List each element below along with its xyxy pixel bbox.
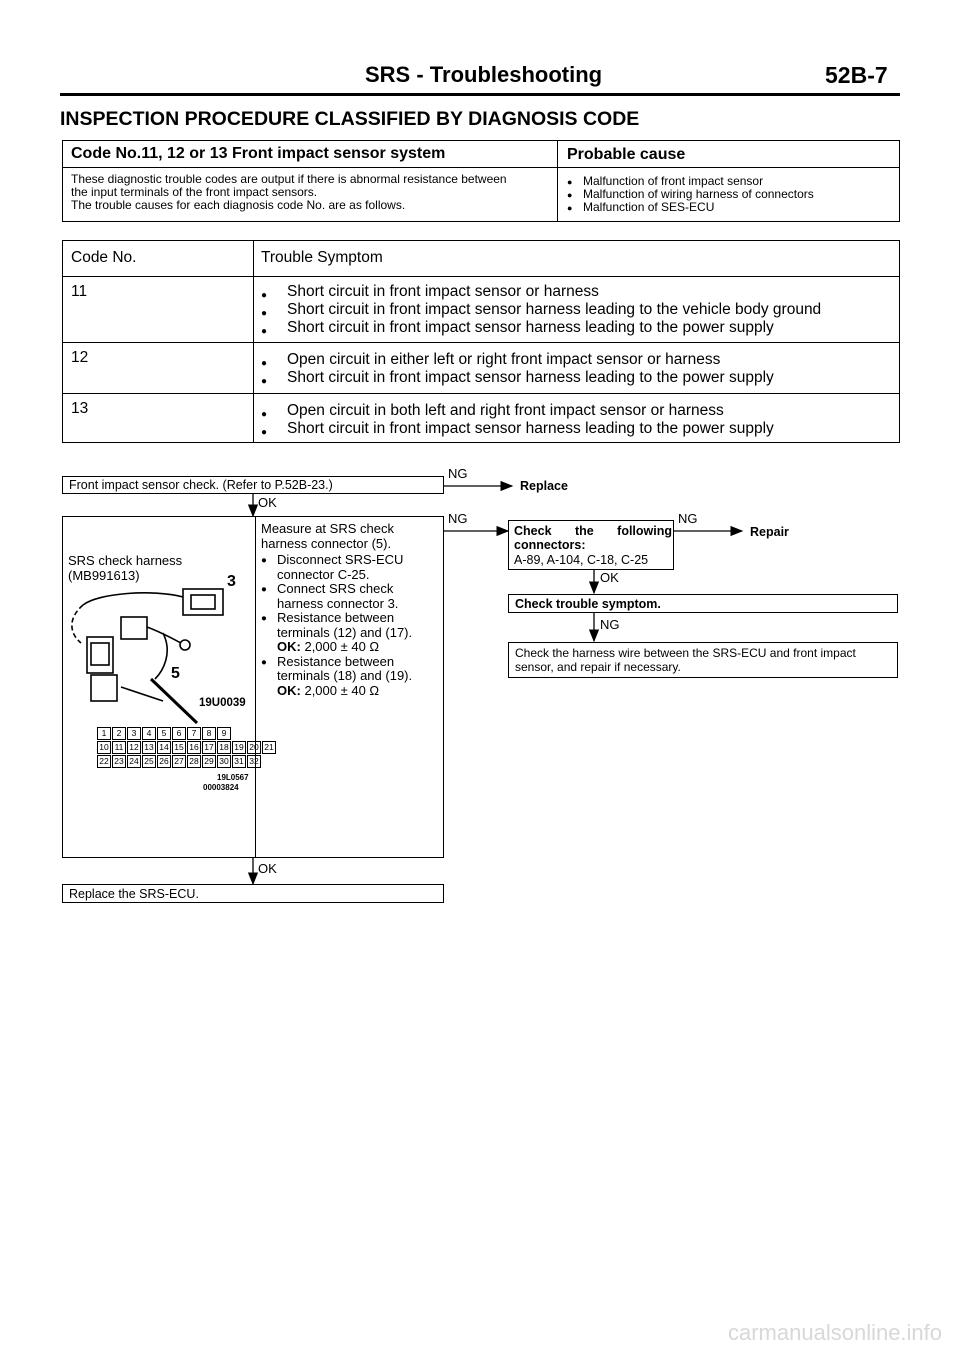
measure-item: ● Resistance between terminals (18) and (19). OK: 2,000 ± 40 Ω <box>261 655 441 699</box>
connector-pin: 17 <box>202 741 216 754</box>
measure-item: ● Resistance between terminals (12) and (17). OK: 2,000 ± 40 Ω <box>261 611 441 655</box>
intro-divider-h <box>63 167 899 168</box>
measure-title: Measure at SRS check harness connector (5). <box>261 521 394 551</box>
symptom-item: ● Short circuit in front impact sensor harness leading to the power supply <box>257 369 897 387</box>
figure-code3: 00003824 <box>203 783 239 792</box>
code-13: 13 <box>71 400 89 417</box>
symptoms-12 <box>257 351 897 387</box>
cause-item: ● Malfunction of wiring harness of connectors <box>567 188 814 201</box>
measure-ng-label: NG <box>448 511 468 526</box>
figure-harness-label: SRS check harness <box>68 553 183 568</box>
step-front-sensor-check: Front impact sensor check. (Refer to P.52B-23.) <box>62 476 444 494</box>
connector-pin: 20 <box>247 741 261 754</box>
measure-divider <box>255 517 256 857</box>
figure-label-3: 3 <box>227 573 236 590</box>
symptom-item: ● Short circuit in front impact sensor harness leading to the power supply <box>257 319 897 337</box>
intro-right-heading: Probable cause <box>567 146 686 163</box>
watermark: carmanualsonline.info <box>728 1320 943 1345</box>
step1-ok-label: OK <box>258 495 277 510</box>
connector-pin: 31 <box>232 755 246 768</box>
intro-table <box>62 140 900 222</box>
symptom-item: ● Open circuit in both left and right front impact sensor or harness <box>257 402 897 420</box>
connector-pin: 32 <box>247 755 261 768</box>
connectors-ng-result: Repair <box>750 525 789 539</box>
connector-pin: 30 <box>217 755 231 768</box>
connector-pin: 3 <box>127 727 141 740</box>
pin-row <box>97 755 259 768</box>
connector-pin: 26 <box>157 755 171 768</box>
step1-ng-result: Replace <box>520 479 568 493</box>
connectors-ng-label: NG <box>678 511 698 526</box>
connector-pin: 14 <box>157 741 171 754</box>
measure-item: ● Disconnect SRS-ECU connector C-25. <box>261 553 441 582</box>
connector-pin: 24 <box>127 755 141 768</box>
figure-code2: 19L0567 <box>217 773 249 782</box>
symptom-item: ● Short circuit in front impact sensor or harness <box>257 283 897 301</box>
step-replace-ecu: Replace the SRS-ECU. <box>62 884 444 903</box>
cause-item: ● Malfunction of front impact sensor <box>567 175 814 188</box>
page-number: 52B-7 <box>825 62 888 88</box>
page-header-title: SRS - Troubleshooting <box>365 62 603 87</box>
intro-causes <box>567 175 814 214</box>
connector-pin: 8 <box>202 727 216 740</box>
header-rule <box>60 93 900 96</box>
connector-pin: 5 <box>157 727 171 740</box>
symptom-item: ● Short circuit in front impact sensor harness leading to the vehicle body ground <box>257 301 897 319</box>
figure-label-5: 5 <box>171 665 180 682</box>
connector-pin: 27 <box>172 755 186 768</box>
connector-pin: 28 <box>187 755 201 768</box>
connector-pin: 25 <box>142 755 156 768</box>
connector-pin: 16 <box>187 741 201 754</box>
connector-pin: 7 <box>187 727 201 740</box>
col-symptom-header: Trouble Symptom <box>261 249 383 266</box>
cause-item: ● Malfunction of SES-ECU <box>567 201 814 214</box>
connector-pin: 10 <box>97 741 111 754</box>
step-check-symptom: Check trouble symptom. <box>508 594 898 613</box>
symptom-divider-h1 <box>63 276 899 277</box>
pin-row <box>97 741 274 754</box>
step-check-connectors: Check the following connectors: A-89, A-104, C-18, C-25 <box>508 520 674 570</box>
code-12: 12 <box>71 349 89 366</box>
pin-row <box>97 727 237 740</box>
symptoms-13 <box>257 402 897 438</box>
measure-items <box>261 553 441 698</box>
connector-pin: 21 <box>262 741 276 754</box>
figure-harness-part: (MB991613) <box>68 568 140 583</box>
symptoms-11 <box>257 283 897 337</box>
connector-pin: 12 <box>127 741 141 754</box>
symptom-table <box>62 240 900 443</box>
col-code-header: Code No. <box>71 249 137 266</box>
intro-divider-v <box>557 141 558 221</box>
intro-description: These diagnostic trouble codes are output if there is abnormal resistance between the input terminals of the front impact sensors. The trouble causes for each diagnosis code No. are as follows. <box>71 172 507 212</box>
symptom-divider-h3 <box>63 393 899 394</box>
connector-pin: 18 <box>217 741 231 754</box>
connector-pin: 15 <box>172 741 186 754</box>
label-5-pointer <box>141 677 201 727</box>
step-measure <box>62 516 444 858</box>
symptom-item: ● Short circuit in front impact sensor harness leading to the power supply <box>257 420 897 438</box>
connectors-ok-label: OK <box>600 570 619 585</box>
connector-pin: 9 <box>217 727 231 740</box>
symptom-ng-label: NG <box>600 617 620 632</box>
symptom-divider-h2 <box>63 342 899 343</box>
connector-pin: 29 <box>202 755 216 768</box>
connector-pin: 19 <box>232 741 246 754</box>
measure-ok-label: OK <box>258 861 277 876</box>
step-check-harness: Check the harness wire between the SRS-ECU and front impact sensor, and repair if necessary. <box>508 642 898 678</box>
step1-ng-label: NG <box>448 466 468 481</box>
connector-pin: 23 <box>112 755 126 768</box>
connector-pin-grid <box>97 727 274 768</box>
code-11: 11 <box>71 283 88 300</box>
figure-code: 19U0039 <box>199 697 246 709</box>
connector-pin: 13 <box>142 741 156 754</box>
connector-pin: 4 <box>142 727 156 740</box>
section-title: INSPECTION PROCEDURE CLASSIFIED BY DIAGNOSIS CODE <box>60 108 640 130</box>
measure-item: ● Connect SRS check harness connector 3. <box>261 582 441 611</box>
symptom-item: ● Open circuit in either left or right front impact sensor or harness <box>257 351 897 369</box>
connector-pin: 1 <box>97 727 111 740</box>
intro-left-heading: Code No.11, 12 or 13 Front impact sensor system <box>71 145 446 162</box>
connector-pin: 11 <box>112 741 126 754</box>
connector-pin: 2 <box>112 727 126 740</box>
connector-pin: 6 <box>172 727 186 740</box>
connector-pin: 22 <box>97 755 111 768</box>
